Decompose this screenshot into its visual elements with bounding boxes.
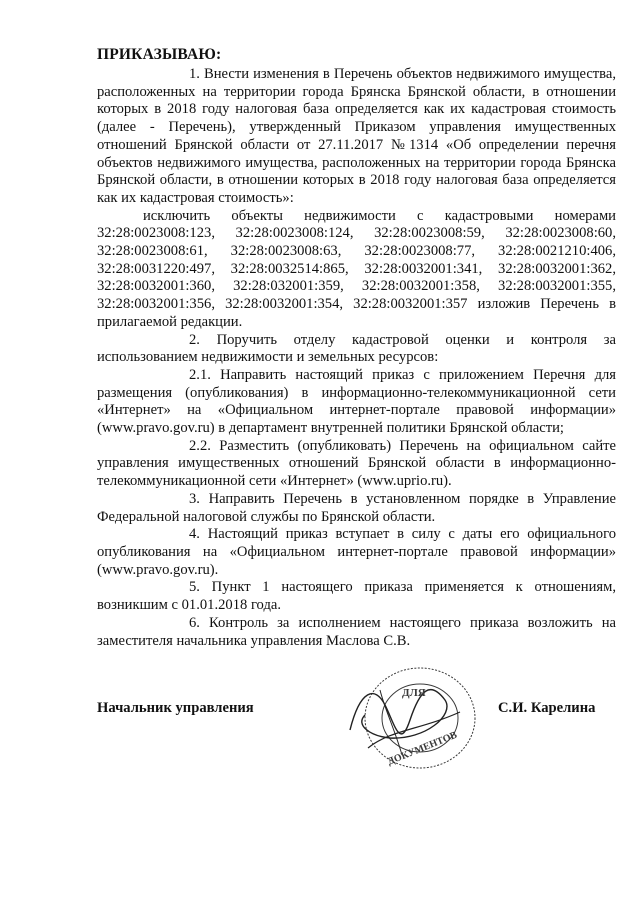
item-2 xyxy=(97,332,616,367)
item-text: Контроль за исполнением настоящего приказа возложить на заместителя начальника управления Маслова С.В. xyxy=(97,614,616,649)
item-number: 2.1. xyxy=(189,366,211,383)
signature-stroke xyxy=(350,690,447,739)
item-number: 5. xyxy=(189,579,200,596)
item-number: 1. xyxy=(189,66,200,82)
item-text: Настоящий приказ вступает в силу с даты его официального опубликования на «Официальном интернет-портале правовой информации» (www.pravo.gov.ru). xyxy=(97,526,616,578)
item-text: Внести изменения в Перечень объектов недвижимого имущества, расположенных на территории города Брянска Брянской области, в отношении которых в 2018 году налоговая база определяется как их кадастровая стоимость (далее - Перечень), утвержденный Приказом управления имущественных отношений Брянской области от 27.11.2017 №1314 «Об определении перечня объектов недвижимого имущества, расположенных на территории города Брянска Брянской области, в отношении которых в 2018 году налоговая база определяется как их кадастровая стоимость»: xyxy=(97,66,616,206)
item-number: 4. xyxy=(189,526,200,543)
item-number: 3. xyxy=(189,490,200,507)
item-number: 2.2. xyxy=(189,437,211,454)
item-text: исключить объекты недвижимости с кадастровыми номерами 32:28:0023008:123, 32:28:0023008:124, 32:28:0023008:59, 32:28:0023008:60, 32:28:0023008:61, 32:28:0023008:63, 32:28:0023008:77, 32:28:0021210:406, 32:28:0031220:497, 32:28:0032514:865, 32:28:0032001:341, 32:28:0032001:362, 32:28:0032001:360, 32:28:032001:359, 32:28:0032001:358, 32:28:0032001:355, 32:28:0032001:356, 32:28:0032001:354, 32:28:0032001:357 изложив Перечень в прилагаемой редакции. xyxy=(97,207,616,330)
signer-name: С.И. Карелина xyxy=(498,700,596,716)
item-text: Направить настоящий приказ с приложением Перечня для размещения (опубликования) в информационно-телекоммуникационной сети «Интернет» на «Официальном интернет-портале правовой информации» (www.pravo.gov.ru) в департамент внутренней политики Брянской области; xyxy=(97,366,616,437)
item-text: Поручить отделу кадастровой оценки и контроля за использованием недвижимости и земельных ресурсов: xyxy=(97,331,616,366)
item-text: Разместить (опубликовать) Перечень на официальном сайте управления имущественных отношений Брянской области в информационно-телекоммуникационной сети «Интернет» (www.uprio.ru). xyxy=(97,437,616,490)
item-number: 2. xyxy=(189,331,200,348)
item-text: Направить Перечень в установленном порядке в Управление Федеральной налоговой службы по Брянской области. xyxy=(97,490,616,525)
signer-position: Начальник управления xyxy=(97,700,254,716)
item-1 xyxy=(97,66,616,208)
stamp-text-top: ДЛЯ xyxy=(402,687,426,699)
order-body xyxy=(97,66,616,650)
item-2-1 xyxy=(97,367,616,438)
item-6 xyxy=(97,615,616,650)
order-heading: ПРИКАЗЫВАЮ: xyxy=(97,46,222,63)
signature-stroke-3 xyxy=(380,690,402,755)
item-5 xyxy=(97,579,616,614)
item-text: Пункт 1 настоящего приказа применяется к отношениям, возникшим с 01.01.2018 года. xyxy=(97,579,616,614)
item-1-exclusion xyxy=(97,208,616,332)
stamp-signature-image xyxy=(330,660,480,775)
item-2-2 xyxy=(97,438,616,491)
item-number: 6. xyxy=(189,614,200,631)
item-3 xyxy=(97,491,616,526)
stamp-text-bottom: ДОКУМЕНТОВ xyxy=(386,729,459,768)
item-4 xyxy=(97,526,616,579)
